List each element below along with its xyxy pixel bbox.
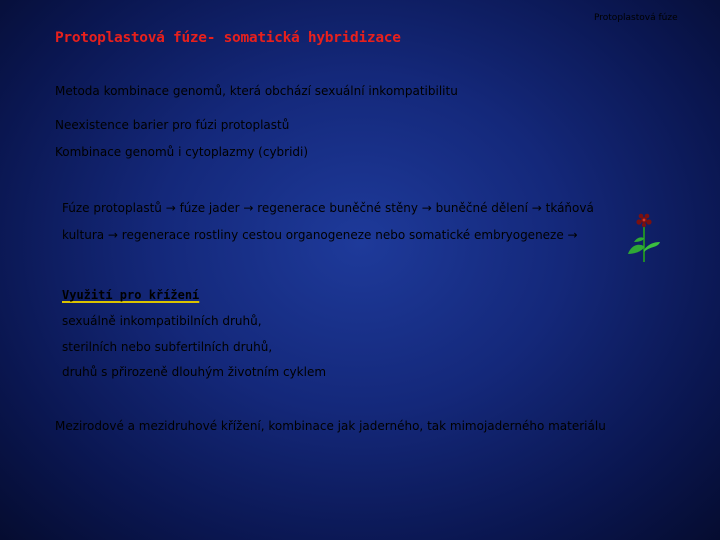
slide-title: Protoplastová fúze- somatická hybridizace [55, 30, 401, 46]
usage-item: sexuálně inkompatibilních druhů, [62, 314, 262, 328]
usage-item: sterilních nebo subfertilních druhů, [62, 340, 273, 354]
text-line-barriers: Neexistence barier pro fúzi protoplastů [55, 118, 290, 132]
text-line-crossing: Mezirodové a mezidruhové křížení, kombinace jak jaderného, tak mimojaderného materiálu [55, 419, 606, 433]
usage-item: druhů s přirozeně dlouhým životním cyklem [62, 365, 327, 379]
text-line-cybrids: Kombinace genomů i cytoplazmy (cybridi) [55, 145, 309, 159]
slide-header-label: Protoplastová fúze [594, 13, 678, 23]
flower-icon [622, 212, 664, 264]
usage-heading: Využití pro křížení [62, 288, 200, 302]
process-flow-text: Fúze protoplastů → fúze jader → regenerace buněčné stěny → buněčné dělení → tkáňová kultura → regenerace rostliny cestou organogeneze nebo somatické embryogeneze → [62, 201, 594, 242]
text-line-method: Metoda kombinace genomů, která obchází sexuální inkompatibilitu [55, 84, 458, 98]
